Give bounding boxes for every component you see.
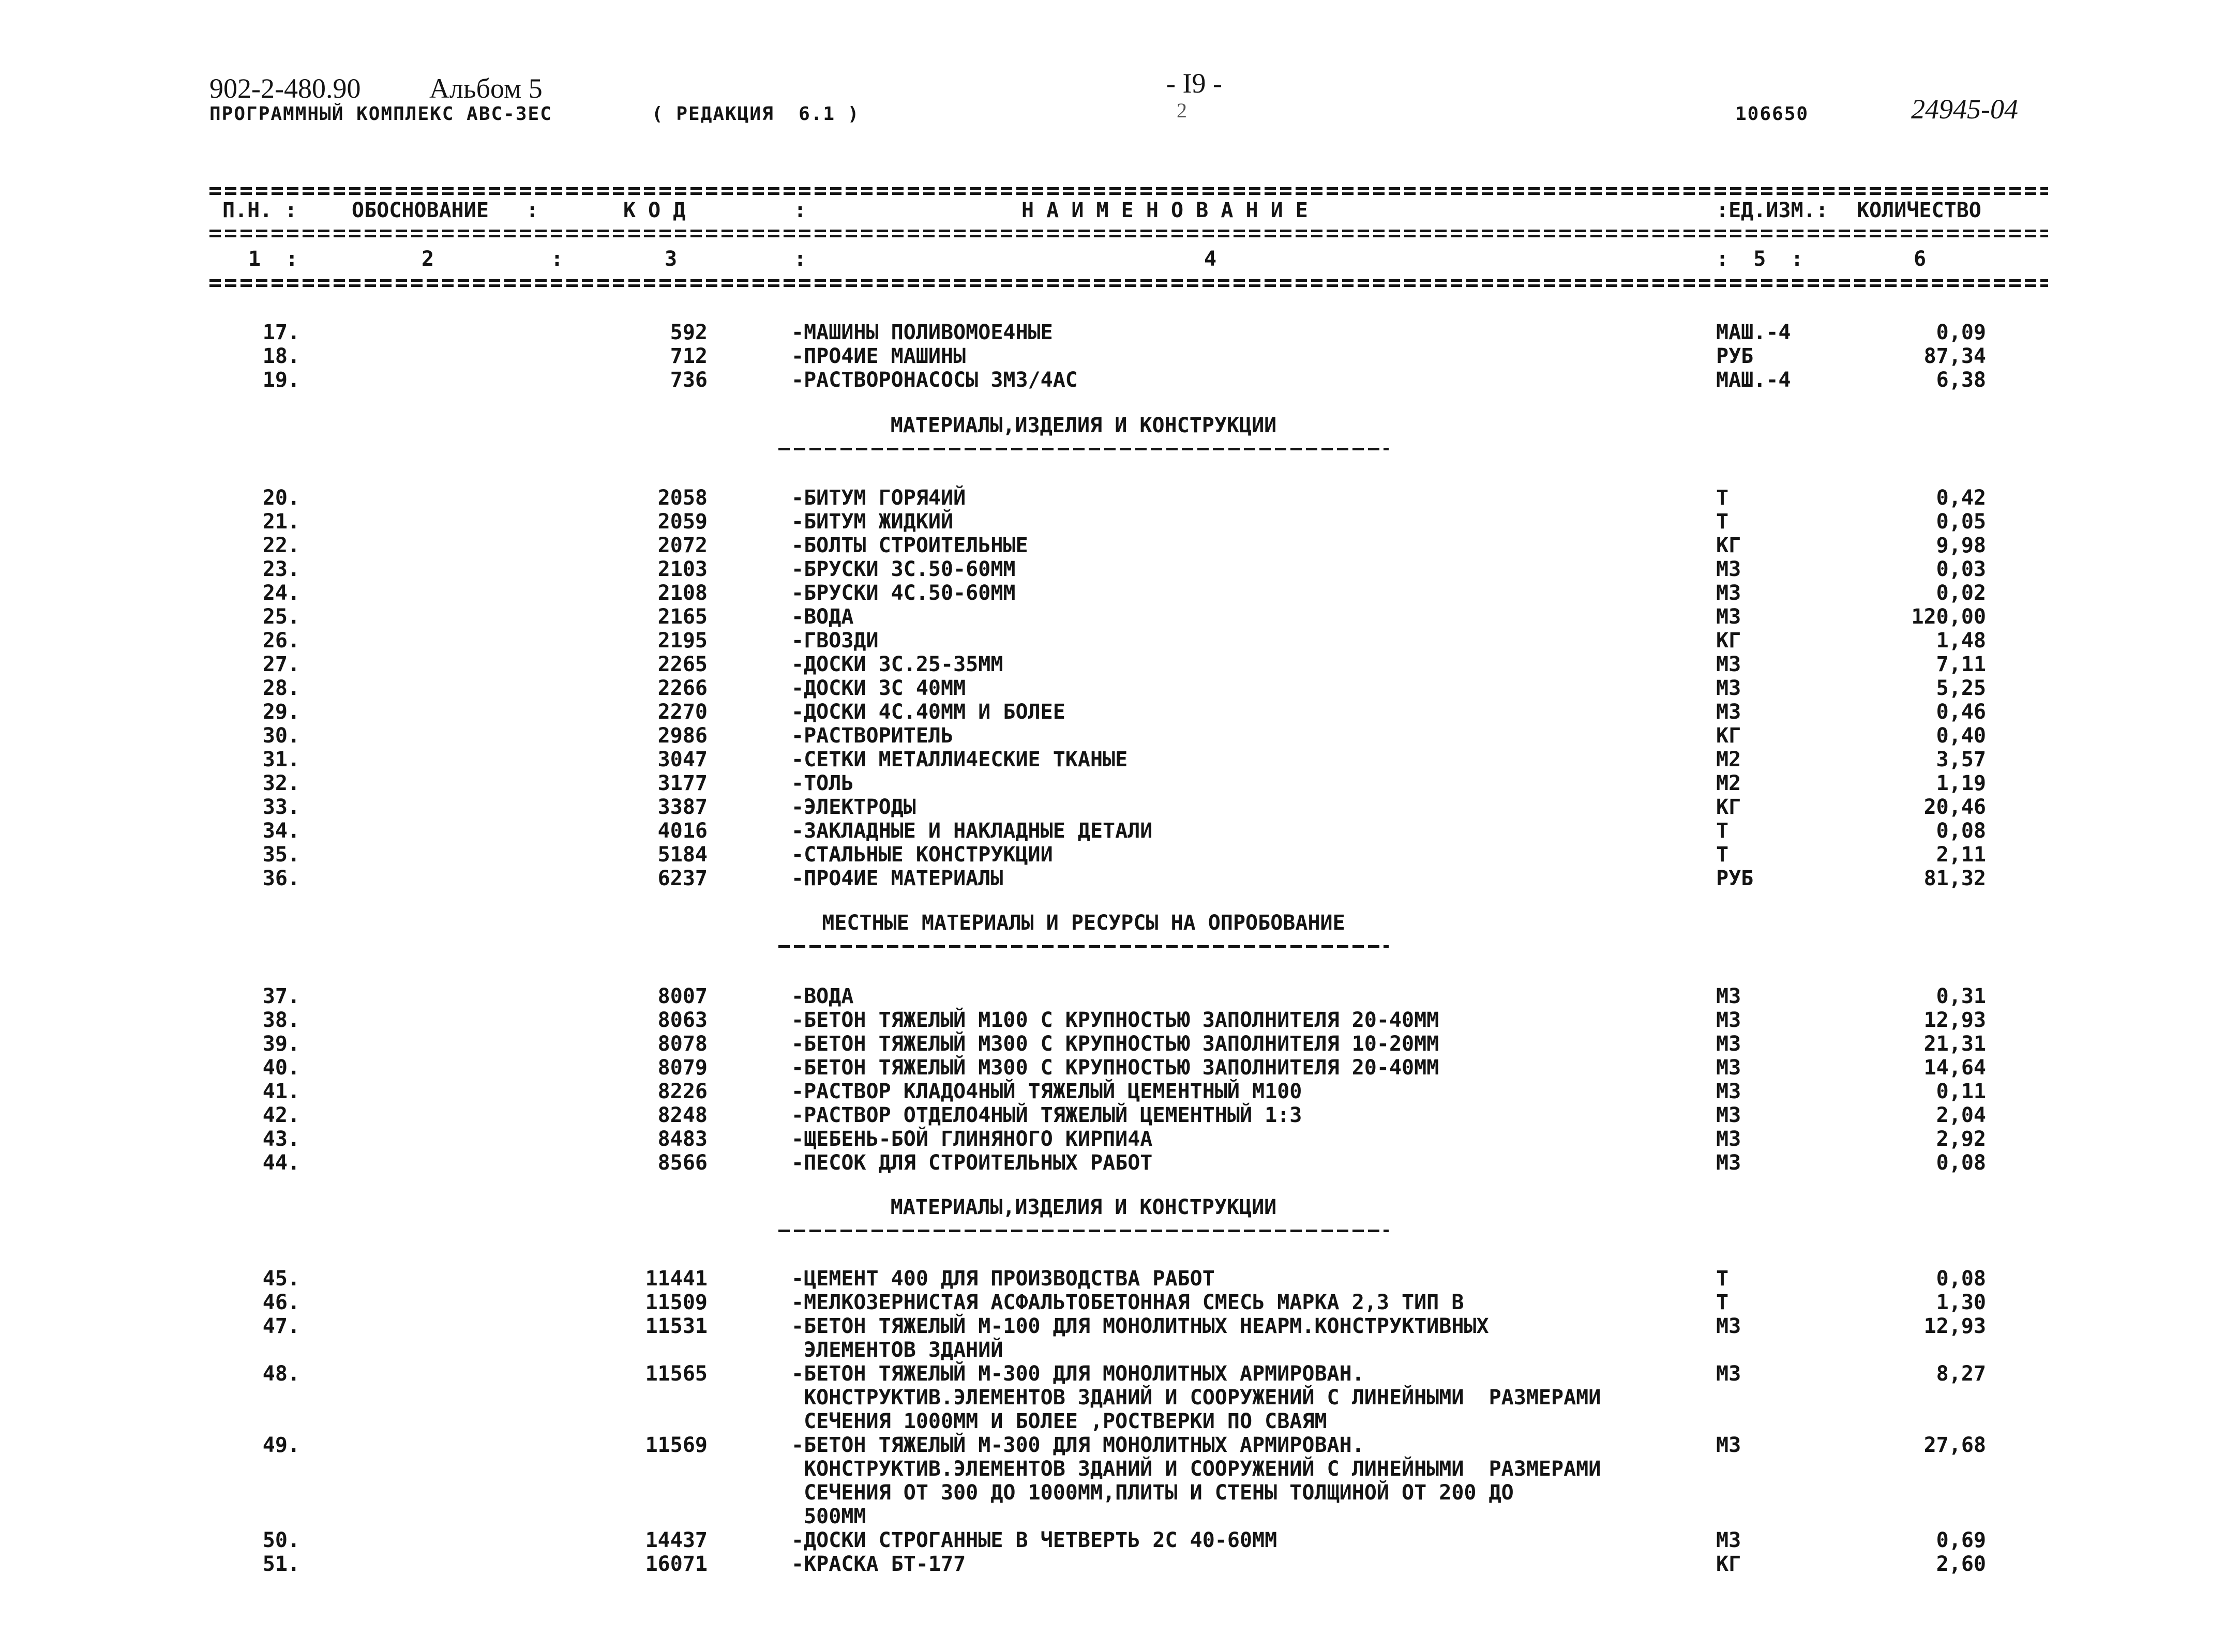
row-name: -БРУСКИ 4С.50-60ММ [791,581,1016,605]
table-row [0,1481,2240,1505]
row-code: 11565 [645,1362,708,1386]
row-unit: Т [1716,1267,1729,1291]
table-row [0,653,2240,676]
row-unit: М3 [1716,1362,1741,1386]
row-qty: 2,11 [1936,843,1986,867]
row-qty: 0,31 [1936,984,1986,1008]
row-code: 3177 [657,771,708,795]
row-name: -БИТУМ ЖИДКИЙ [791,510,954,534]
row-code: 2165 [657,605,708,629]
row-qty: 3,57 [1936,748,1986,771]
row-unit: М3 [1716,1433,1741,1457]
row-name: -ЦЕМЕНТ 400 ДЛЯ ПРОИЗВОДСТВА РАБОТ [791,1267,1215,1291]
row-number: 51. [262,1552,300,1576]
row-unit: М3 [1716,1528,1741,1552]
table-row [0,534,2240,557]
row-qty: 0,42 [1936,486,1986,510]
row-number: 43. [262,1127,300,1151]
row-unit: М3 [1716,676,1741,700]
row-qty: 81,32 [1923,867,1986,890]
row-code: 6237 [657,867,708,890]
row-code: 11441 [645,1267,708,1291]
row-name: -МЕЛКОЗЕРНИСТАЯ АСФАЛЬТОБЕТОННАЯ СМЕСЬ МАРКА 2,3 ТИП В [791,1291,1464,1314]
row-name: КОНСТРУКТИВ.ЭЛЕМЕНТОВ ЗДАНИЙ И СООРУЖЕНИЙ С ЛИНЕЙНЫМИ РАЗМЕРАМИ [791,1457,1601,1481]
table-row [0,1127,2240,1151]
row-name: 500ММ [791,1505,866,1528]
row-code: 11569 [645,1433,708,1457]
row-qty: 6,38 [1936,368,1986,392]
row-unit: М3 [1716,1127,1741,1151]
row-qty: 27,68 [1923,1433,1986,1457]
row-code: 2266 [657,676,708,700]
album-label: Альбом 5 [429,73,543,104]
row-code: 8566 [657,1151,708,1175]
divider-line [209,235,2048,237]
table-row [0,1552,2240,1576]
table-row [0,1386,2240,1409]
row-number: 26. [262,629,300,653]
index-sep: : [551,247,564,271]
row-code: 11509 [645,1291,708,1314]
row-qty: 120,00 [1911,605,1986,629]
section-underline [778,1230,1389,1232]
row-unit: М3 [1716,557,1741,581]
row-unit: КГ [1716,724,1741,748]
row-unit: КГ [1716,795,1741,819]
row-number: 41. [262,1080,300,1103]
table-row [0,1457,2240,1481]
row-number: 27. [262,653,300,676]
row-unit: М3 [1716,1008,1741,1032]
table-row [0,984,2240,1008]
row-number: 30. [262,724,300,748]
row-qty: 21,31 [1923,1032,1986,1056]
row-name: ЭЛЕМЕНТОВ ЗДАНИЙ [791,1338,1003,1362]
row-qty: 0,40 [1936,724,1986,748]
table-row [0,1008,2240,1032]
divider-line [209,230,2048,232]
row-code: 3047 [657,748,708,771]
divider-line [209,192,2048,195]
row-code: 4016 [657,819,708,843]
header-code: К О Д [623,199,686,222]
row-number: 28. [262,676,300,700]
row-code: 8078 [657,1032,708,1056]
row-unit: Т [1716,819,1729,843]
row-qty: 0,05 [1936,510,1986,534]
table-row [0,1267,2240,1291]
row-code: 2270 [657,700,708,724]
row-code: 8483 [657,1127,708,1151]
row-unit: М3 [1716,1056,1741,1080]
row-unit: М3 [1716,1151,1741,1175]
row-name: -ПРО4ИЕ МАТЕРИАЛЫ [791,867,1003,890]
row-number: 17. [262,321,300,344]
section-title: МАТЕРИАЛЫ,ИЗДЕЛИЯ И КОНСТРУКЦИИ [890,414,1277,437]
index-5: : 5 : [1716,247,1803,271]
row-code: 14437 [645,1528,708,1552]
header-qty: КОЛИЧЕСТВО [1857,199,1981,222]
row-unit: М3 [1716,700,1741,724]
row-unit: М3 [1716,984,1741,1008]
row-name: -СТАЛЬНЫЕ КОНСТРУКЦИИ [791,843,1053,867]
table-row [0,1528,2240,1552]
row-number: 25. [262,605,300,629]
header-sep: : [794,199,807,222]
row-code: 2986 [657,724,708,748]
table-row [0,629,2240,653]
row-name: -ВОДА [791,984,854,1008]
index-2: 2 [422,247,434,271]
row-name: -ПРО4ИЕ МАШИНЫ [791,344,966,368]
row-name: -ВОДА [791,605,854,629]
table-row [0,676,2240,700]
row-qty: 2,60 [1936,1552,1986,1576]
row-name: -КРАСКА БТ-177 [791,1552,966,1576]
table-row [0,486,2240,510]
divider-line [209,187,2048,190]
row-unit: М3 [1716,1103,1741,1127]
row-name: -ПЕСОК ДЛЯ СТРОИТЕЛЬНЫХ РАБОТ [791,1151,1153,1175]
table-row [0,1505,2240,1528]
row-name: СЕЧЕНИЯ 1000ММ И БОЛЕЕ ,РОСТВЕРКИ ПО СВАЯМ [791,1409,1327,1433]
section-title: МАТЕРИАЛЫ,ИЗДЕЛИЯ И КОНСТРУКЦИИ [890,1195,1277,1219]
row-code: 2059 [657,510,708,534]
row-qty: 2,04 [1936,1103,1986,1127]
divider-line [209,279,2048,282]
row-qty: 0,02 [1936,581,1986,605]
row-qty: 0,08 [1936,819,1986,843]
row-qty: 87,34 [1923,344,1986,368]
row-qty: 8,27 [1936,1362,1986,1386]
row-code: 2103 [657,557,708,581]
row-number: 46. [262,1291,300,1314]
section-underline [778,448,1389,450]
row-number: 32. [262,771,300,795]
table-row [0,1103,2240,1127]
row-qty: 12,93 [1923,1314,1986,1338]
row-code: 16071 [645,1552,708,1576]
row-code: 8079 [657,1056,708,1080]
row-code: 736 [670,368,708,392]
row-name: -ДОСКИ 3С 40ММ [791,676,966,700]
row-code: 2072 [657,534,708,557]
table-row [0,1362,2240,1386]
row-qty: 0,69 [1936,1528,1986,1552]
number-a: 106650 [1735,103,1809,125]
table-row [0,605,2240,629]
row-name: -БЕТОН ТЯЖЕЛЫЙ М100 С КРУПНОСТЬЮ ЗАПОЛНИТЕЛЯ 20-40ММ [791,1008,1439,1032]
row-qty: 20,46 [1923,795,1986,819]
row-name: -БЕТОН ТЯЖЕЛЫЙ М300 С КРУПНОСТЬЮ ЗАПОЛНИТЕЛЯ 10-20ММ [791,1032,1439,1056]
table-row [0,557,2240,581]
row-code: 8248 [657,1103,708,1127]
index-4: 4 [1204,247,1217,271]
row-number: 50. [262,1528,300,1552]
table-row [0,867,2240,890]
section-underline [778,945,1389,948]
table-row [0,724,2240,748]
row-name: -ЗАКЛАДНЫЕ И НАКЛАДНЫЕ ДЕТАЛИ [791,819,1153,843]
table-row [0,819,2240,843]
row-number: 20. [262,486,300,510]
row-unit: М2 [1716,748,1741,771]
row-name: -ДОСКИ 3С.25-35ММ [791,653,1003,676]
table-row [0,581,2240,605]
row-code: 2195 [657,629,708,653]
table-row [0,1291,2240,1314]
row-name: КОНСТРУКТИВ.ЭЛЕМЕНТОВ ЗДАНИЙ И СООРУЖЕНИЙ С ЛИНЕЙНЫМИ РАЗМЕРАМИ [791,1386,1601,1409]
header-unit: :ЕД.ИЗМ.: [1716,199,1828,222]
row-number: 33. [262,795,300,819]
page-number: - I9 - [1166,68,1222,99]
row-code: 5184 [657,843,708,867]
row-unit: Т [1716,1291,1729,1314]
row-code: 592 [670,321,708,344]
row-unit: М3 [1716,581,1741,605]
row-qty: 5,25 [1936,676,1986,700]
program-name: ПРОГРАММНЫЙ КОМПЛЕКС АВС-3ЕС [209,103,552,125]
row-qty: 1,19 [1936,771,1986,795]
row-name: -БЕТОН ТЯЖЕЛЫЙ М-300 ДЛЯ МОНОЛИТНЫХ АРМИРОВАН. [791,1362,1364,1386]
row-number: 34. [262,819,300,843]
doc-code: 902-2-480.90 [209,73,361,104]
row-name: СЕЧЕНИЯ ОТ 300 ДО 1000ММ,ПЛИТЫ И СТЕНЫ ТОЛЩИНОЙ ОТ 200 ДО [791,1481,1514,1505]
row-qty: 14,64 [1923,1056,1986,1080]
row-number: 36. [262,867,300,890]
row-number: 29. [262,700,300,724]
row-number: 45. [262,1267,300,1291]
row-number: 23. [262,557,300,581]
divider-line [209,284,2048,287]
row-qty: 2,92 [1936,1127,1986,1151]
index-1: 1 : [248,247,298,271]
row-unit: Т [1716,843,1729,867]
row-number: 37. [262,984,300,1008]
row-name: -ЩЕБЕНЬ-БОЙ ГЛИНЯНОГО КИРПИ4А [791,1127,1153,1151]
row-name: -БЕТОН ТЯЖЕЛЫЙ М300 С КРУПНОСТЬЮ ЗАПОЛНИТЕЛЯ 20-40ММ [791,1056,1439,1080]
row-number: 19. [262,368,300,392]
row-number: 40. [262,1056,300,1080]
table-row [0,748,2240,771]
row-number: 35. [262,843,300,867]
row-name: -РАСТВОР КЛАДО4НЫЙ ТЯЖЕЛЫЙ ЦЕМЕНТНЫЙ М100 [791,1080,1302,1103]
row-name: -БРУСКИ 3С.50-60ММ [791,557,1016,581]
row-name: -РАСТВОР ОТДЕЛО4НЫЙ ТЯЖЕЛЫЙ ЦЕМЕНТНЫЙ 1:3 [791,1103,1302,1127]
row-qty: 0,09 [1936,321,1986,344]
row-qty: 0,08 [1936,1267,1986,1291]
table-row [0,368,2240,392]
table-row [0,1338,2240,1362]
index-sep: : [794,247,807,271]
row-unit: КГ [1716,534,1741,557]
row-unit: М3 [1716,1314,1741,1338]
table-row [0,843,2240,867]
table-row [0,321,2240,344]
row-unit: РУБ [1716,867,1754,890]
index-3: 3 [665,247,678,271]
row-qty: 0,11 [1936,1080,1986,1103]
row-number: 44. [262,1151,300,1175]
row-number: 24. [262,581,300,605]
row-unit: РУБ [1716,344,1754,368]
row-qty: 0,46 [1936,700,1986,724]
number-b: 24945-04 [1911,94,2018,125]
row-name: -БОЛТЫ СТРОИТЕЛЬНЫЕ [791,534,1028,557]
row-name: -РАСТВОРОНАСОСЫ 3М3/4АС [791,368,1078,392]
row-code: 2058 [657,486,708,510]
row-qty: 7,11 [1936,653,1986,676]
row-name: -БЕТОН ТЯЖЕЛЫЙ М-300 ДЛЯ МОНОЛИТНЫХ АРМИРОВАН. [791,1433,1364,1457]
row-name: -МАШИНЫ ПОЛИВОМОЕ4НЫЕ [791,321,1053,344]
row-name: -ДОСКИ 4С.40ММ И БОЛЕЕ [791,700,1065,724]
section-title: МЕСТНЫЕ МАТЕРИАЛЫ И РЕСУРСЫ НА ОПРОБОВАНИЕ [822,911,1345,935]
row-code: 2108 [657,581,708,605]
row-code: 8226 [657,1080,708,1103]
row-number: 39. [262,1032,300,1056]
row-code: 8063 [657,1008,708,1032]
row-number: 38. [262,1008,300,1032]
header-pn: П.Н. : [222,199,297,222]
table-row [0,795,2240,819]
row-code: 3387 [657,795,708,819]
row-unit: МАШ.-4 [1716,368,1791,392]
row-unit: М3 [1716,653,1741,676]
row-name: -ДОСКИ СТРОГАННЫЕ В ЧЕТВЕРТЬ 2С 40-60ММ [791,1528,1277,1552]
table-row [0,344,2240,368]
row-number: 42. [262,1103,300,1127]
row-unit: Т [1716,486,1729,510]
row-qty: 9,98 [1936,534,1986,557]
index-6: 6 [1914,247,1927,271]
table-row [0,1080,2240,1103]
row-name: -СЕТКИ МЕТАЛЛИ4ЕСКИЕ ТКАНЫЕ [791,748,1128,771]
row-name: -РАСТВОРИТЕЛЬ [791,724,954,748]
row-unit: КГ [1716,1552,1741,1576]
row-name: -БЕТОН ТЯЖЕЛЫЙ М-100 ДЛЯ МОНОЛИТНЫХ НЕАРМ.КОНСТРУКТИВНЫХ [791,1314,1489,1338]
table-row [0,771,2240,795]
row-unit: М2 [1716,771,1741,795]
row-code: 712 [670,344,708,368]
row-unit: МАШ.-4 [1716,321,1791,344]
header-name: Н А И М Е Н О В А Н И Е [1021,199,1308,222]
table-row [0,1151,2240,1175]
row-unit: М3 [1716,605,1741,629]
table-row [0,1433,2240,1457]
header-basis: ОБОСНОВАНИЕ : [352,199,539,222]
row-name: -ТОЛЬ [791,771,854,795]
table-row [0,510,2240,534]
row-number: 21. [262,510,300,534]
row-code: 8007 [657,984,708,1008]
table-row [0,1056,2240,1080]
row-qty: 1,30 [1936,1291,1986,1314]
row-unit: Т [1716,510,1729,534]
row-code: 11531 [645,1314,708,1338]
row-unit: М3 [1716,1080,1741,1103]
row-qty: 12,93 [1923,1008,1986,1032]
row-qty: 0,03 [1936,557,1986,581]
row-name: -БИТУМ ГОРЯ4ИЙ [791,486,966,510]
table-row [0,1314,2240,1338]
row-qty: 1,48 [1936,629,1986,653]
row-name: -ЭЛЕКТРОДЫ [791,795,916,819]
row-unit: М3 [1716,1032,1741,1056]
row-code: 2265 [657,653,708,676]
row-name: -ГВОЗДИ [791,629,879,653]
table-row [0,1032,2240,1056]
row-number: 31. [262,748,300,771]
row-number: 18. [262,344,300,368]
table-row [0,1409,2240,1433]
edition-label: ( РЕДАКЦИЯ 6.1 ) [652,103,860,125]
row-qty: 0,08 [1936,1151,1986,1175]
row-number: 49. [262,1433,300,1457]
row-number: 22. [262,534,300,557]
row-number: 47. [262,1314,300,1338]
table-row [0,700,2240,724]
row-number: 48. [262,1362,300,1386]
row-unit: КГ [1716,629,1741,653]
page-mark: 2 [1177,99,1187,122]
